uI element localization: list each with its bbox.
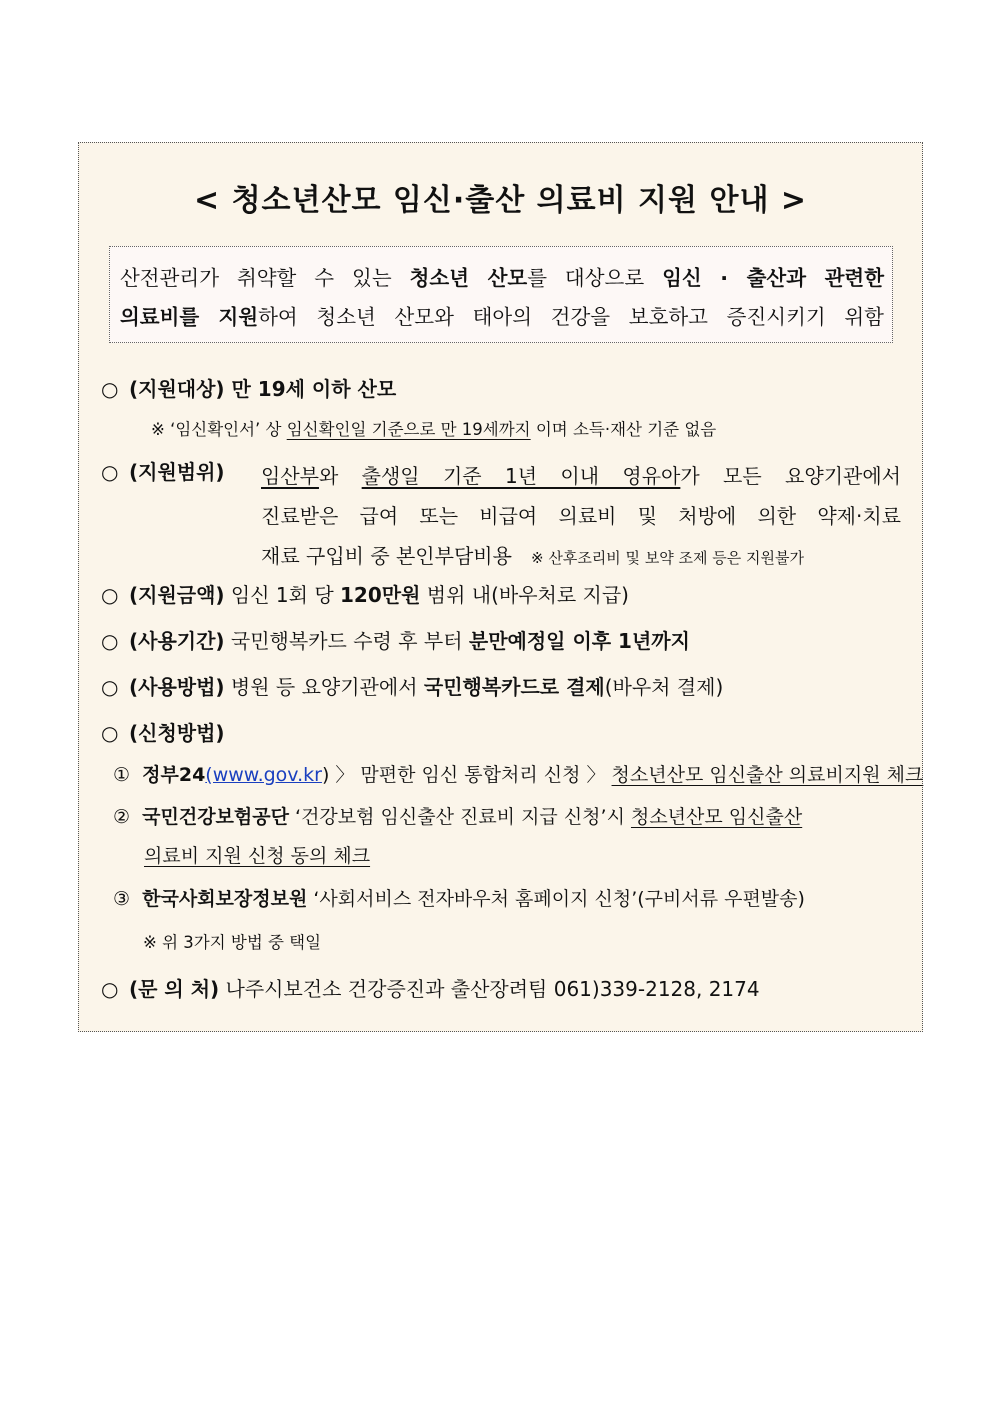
scope-line-1 — [261, 456, 901, 496]
number-2-icon: ② — [113, 806, 131, 828]
note-text: ※ ‘임신확인서’ 상 — [151, 420, 287, 439]
scope-row — [101, 456, 225, 485]
gov24-link[interactable]: (www.gov.kr — [205, 764, 322, 786]
scope-line-3 — [261, 536, 901, 578]
bullet-icon: ○ — [101, 377, 119, 401]
scope-body — [261, 456, 901, 578]
apply-method-3 — [113, 884, 805, 911]
intro-text: 하여 청소년 산모와 태아의 건강을 보호하고 증진시키기 위함 — [258, 305, 884, 329]
usage-row — [101, 671, 723, 700]
apply-method-2-cont — [144, 841, 370, 868]
method-underline: 청소년산모 임신출산 의료비지원 체크 — [611, 764, 924, 786]
bullet-icon: ○ — [101, 583, 119, 607]
apply-method-1 — [113, 760, 923, 787]
usage-text: 병원 등 요양기관에서 — [224, 675, 424, 699]
intro-box — [109, 246, 893, 343]
page-title: < 청소년산모 임신·출산 의료비 지원 안내 > — [193, 183, 807, 218]
scope-line-2: 진료받은 급여 또는 비급여 의료비 및 처방에 의한 약제·치료 — [261, 504, 901, 528]
scope-text: 재료 구입비 중 본인부담비용 — [261, 544, 512, 568]
method-underline: 청소년산모 임신출산 — [630, 806, 803, 828]
period-text: 국민행복카드 수령 후 부터 — [224, 629, 469, 653]
contact-text: 나주시보건소 건강증진과 출산장려팀 061)339-2128, 2174 — [219, 977, 760, 1001]
intro-bold: 임신 · 출산과 관련한 — [662, 266, 884, 290]
bullet-icon: ○ — [101, 629, 119, 653]
method-text: ‘사회서비스 전자바우처 홈페이지 신청’(구비서류 우편발송) — [307, 888, 805, 910]
bullet-icon: ○ — [101, 675, 119, 699]
scope-text: 가 모든 요양기관에서 — [680, 464, 901, 488]
intro-text: 를 대상으로 — [527, 266, 663, 290]
usage-bold: 국민행복카드로 결제 — [423, 675, 605, 699]
bullet-icon: ○ — [101, 977, 119, 1001]
note-text: 이며 소득·재산 기준 없음 — [530, 420, 717, 439]
intro-line-2 — [120, 298, 884, 337]
apply-row — [101, 717, 225, 746]
scope-text: 와 — [318, 464, 362, 488]
period-row — [101, 625, 690, 654]
scope-underline: 임산부 — [261, 464, 319, 488]
period-bold: 분만예정일 이후 1년까지 — [468, 629, 690, 653]
method-underline: 의료비 지원 신청 동의 체크 — [144, 845, 371, 867]
usage-text: (바우처 결제) — [604, 675, 724, 699]
intro-line-1 — [120, 259, 884, 298]
target-row — [101, 373, 396, 402]
number-1-icon: ① — [113, 764, 131, 786]
scope-label: (지원범위) — [129, 460, 225, 484]
contact-label: (문 의 처) — [129, 977, 220, 1001]
ssis-label: 한국사회보장정보원 — [142, 888, 308, 910]
scope-note: ※ 산후조리비 및 보약 조제 등은 지원불가 — [531, 549, 805, 567]
scope-underline: 출생일 기준 1년 이내 영유아 — [361, 464, 681, 488]
apply-method-2 — [113, 802, 802, 829]
period-label: (사용기간) — [129, 629, 225, 653]
intro-bold: 청소년 산모 — [409, 266, 528, 290]
target-label: (지원대상) 만 19세 이하 산모 — [129, 377, 397, 401]
bullet-icon: ○ — [101, 460, 119, 484]
number-3-icon: ③ — [113, 888, 131, 910]
intro-bold: 의료비를 지원 — [120, 305, 259, 329]
method-text: ‘건강보험 임신출산 진료비 지급 신청’시 — [288, 806, 631, 828]
apply-note: ※ 위 3가지 방법 중 택일 — [143, 933, 322, 952]
amount-bold: 120만원 — [340, 583, 421, 607]
target-note — [151, 416, 716, 440]
apply-label: (신청방법) — [129, 721, 225, 745]
notice-box — [78, 142, 923, 1032]
gov24-label: 정부24 — [142, 764, 206, 786]
intro-text: 산전관리가 취약할 수 있는 — [120, 266, 410, 290]
usage-label: (사용방법) — [129, 675, 225, 699]
method-text: ) 〉 맘편한 임신 통합처리 신청 〉 — [321, 764, 612, 786]
note-underline: 임신확인일 기준으로 만 19세까지 — [286, 420, 531, 439]
amount-row — [101, 579, 629, 608]
contact-row — [101, 973, 760, 1002]
nhis-label: 국민건강보험공단 — [142, 806, 289, 828]
bullet-icon: ○ — [101, 721, 119, 745]
amount-text: 임신 1회 당 — [224, 583, 340, 607]
amount-text: 범위 내(바우처로 지급) — [420, 583, 629, 607]
amount-label: (지원금액) — [129, 583, 225, 607]
